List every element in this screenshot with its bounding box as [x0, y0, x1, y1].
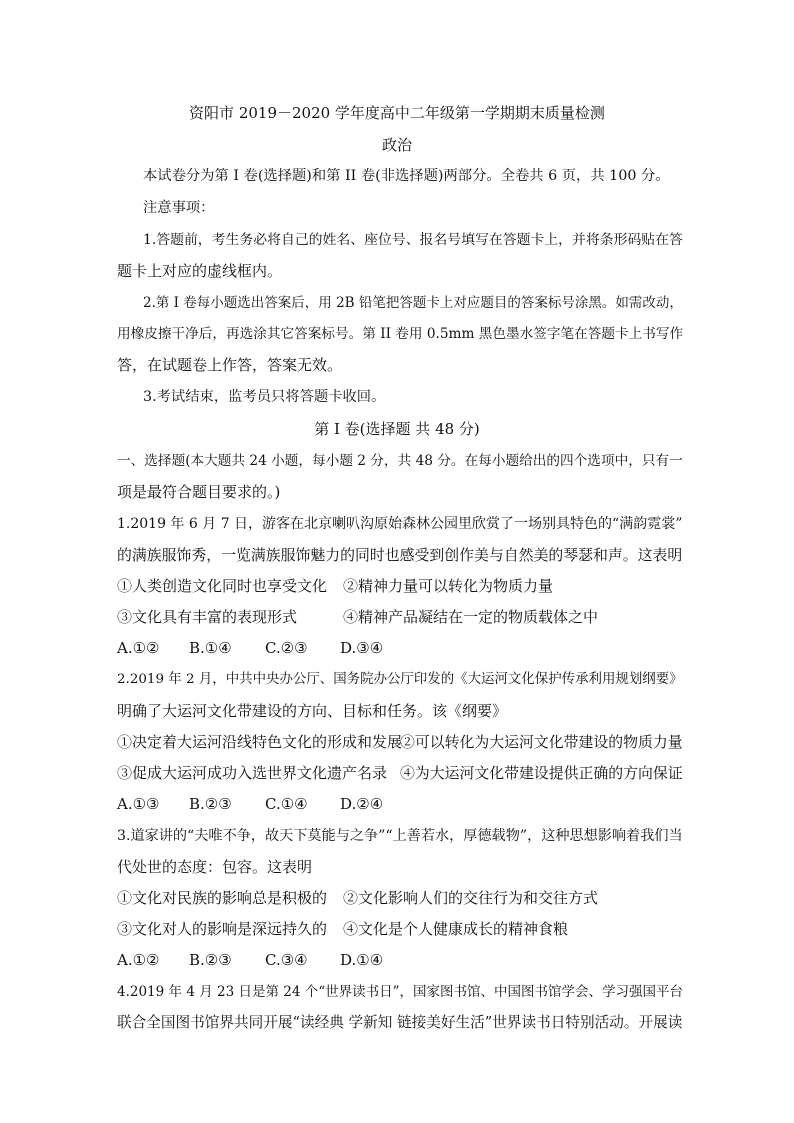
question-2-statement-4: ④为大运河文化带建设提供正确的方向保证: [400, 764, 683, 782]
question-2-choice-c[interactable]: C.①④: [265, 795, 308, 813]
question-3-statement-2: ②文化影响人们的交往行为和交往方式: [343, 889, 599, 907]
question-2-stem-line-1: 2.2019 年 2 月，中共中央办公厅、国务院办公厅印发的《大运河文化保护传承利用规划纲要》: [117, 672, 683, 687]
question-3-stem-line-1: 3.道家讲的“夫唯不争，故天下莫能与之争”“上善若水，厚德载物”，这种思想影响着我们当: [117, 828, 683, 844]
question-2-statement-2: ②可以转化为大运河文化带建设的物质力量: [400, 733, 683, 751]
question-1-statement-1: ①人类创造文化同时也享受文化: [117, 577, 328, 595]
question-1-choice-a[interactable]: A.①②: [117, 639, 160, 657]
notice-item-1-line-2: 题卡上对应的虚线框内。: [117, 262, 283, 280]
question-3-statement-1: ①文化对民族的影响总是积极的: [117, 889, 328, 907]
question-1-statement-4: ④精神产品凝结在一定的物质载体之中: [343, 608, 599, 626]
notice-heading: 注意事项：: [143, 200, 215, 216]
question-3-choice-a[interactable]: A.①②: [117, 951, 160, 969]
question-2-choice-b[interactable]: B.②③: [189, 795, 232, 813]
question-2-choice-a[interactable]: A.①③: [117, 795, 160, 813]
question-2-statement-1: ①决定着大运河沿线特色文化的形成和发展: [117, 733, 403, 751]
question-3-statement-3: ③文化对人的影响是深远持久的: [117, 920, 328, 938]
question-1-choice-d[interactable]: D.③④: [340, 639, 384, 657]
question-1-choice-c[interactable]: C.②③: [265, 639, 308, 657]
question-1-choice-b[interactable]: B.①④: [189, 639, 232, 657]
question-3-choice-b[interactable]: B.②③: [189, 951, 232, 969]
exam-title: 资阳市 2019－2020 学年度高中二年级第一学期期末质量检测: [189, 104, 605, 122]
question-2-statement-3: ③促成大运河成功入选世界文化遗产名录: [117, 764, 388, 782]
question-3-choice-c[interactable]: C.③④: [265, 951, 308, 969]
question-2-choice-d[interactable]: D.②④: [340, 795, 384, 813]
question-1-statement-2: ②精神力量可以转化为物质力量: [343, 577, 554, 595]
question-3-choice-d[interactable]: D.①④: [340, 951, 384, 969]
question-1-stem-line-1: 1.2019 年 6 月 7 日，游客在北京喇叭沟原始森林公园里欣赏了一场别具特色的“满韵霓裳”: [117, 516, 683, 532]
notice-item-1-line-1: 1.答题前，考生务必将自己的姓名、座位号、报名号填写在答题卡上，并将条形码贴在答: [143, 232, 683, 248]
question-1-statement-3: ③文化具有丰富的表现形式: [117, 608, 298, 626]
part1-instruction-line-2: 项是最符合题目要求的。): [117, 483, 281, 501]
notice-item-2-line-3: 答，在试题卷上作答，答案无效。: [117, 356, 343, 374]
question-1-stem-line-2: 的满族服饰秀，一览满族服饰魅力的同时也感受到创作美与自然美的琴瑟和声。这表明: [117, 546, 683, 564]
question-3-statement-4: ④文化是个人健康成长的精神食粮: [343, 920, 569, 938]
question-2-stem-line-2: 明确了大运河文化带建设的方向、目标和任务。该《纲要》: [117, 702, 508, 720]
question-3-stem-line-2: 代处世的态度：包容。这表明: [117, 858, 313, 876]
part1-title: 第 I 卷(选择题 共 48 分): [314, 420, 480, 438]
notice-item-3: 3.考试结束，监考员只将答题卡收回。: [143, 389, 386, 405]
intro-text: 本试卷分为第 I 卷(选择题)和第 II 卷(非选择题)两部分。全卷共 6 页，共 100 分。: [143, 168, 670, 184]
part1-instruction-line-1: 一、选择题(本大题共 24 小题，每小题 2 分，共 48 分。在每小题给出的四个选项中，只有一: [117, 453, 683, 469]
notice-item-2-line-2: 用橡皮擦干净后，再选涂其它答案标号。第 II 卷用 0.5mm 黑色墨水签字笔在答题卡上书写作: [117, 326, 684, 342]
question-4-stem-line-2: 联合全国图书馆界共同开展“读经典 学新知 链接美好生活”世界读书日特别活动。开展读: [117, 1014, 683, 1031]
subject-title: 政治: [381, 136, 412, 154]
question-4-stem-line-1: 4.2019 年 4 月 23 日是第 24 个“世界读书日”，国家图书馆、中国图书馆学会、学习强国平台: [117, 984, 684, 1000]
notice-item-2-line-1: 2.第 I 卷每小题选出答案后，用 2B 铅笔把答题卡上对应题目的答案标号涂黑。如需改动，: [143, 295, 683, 311]
